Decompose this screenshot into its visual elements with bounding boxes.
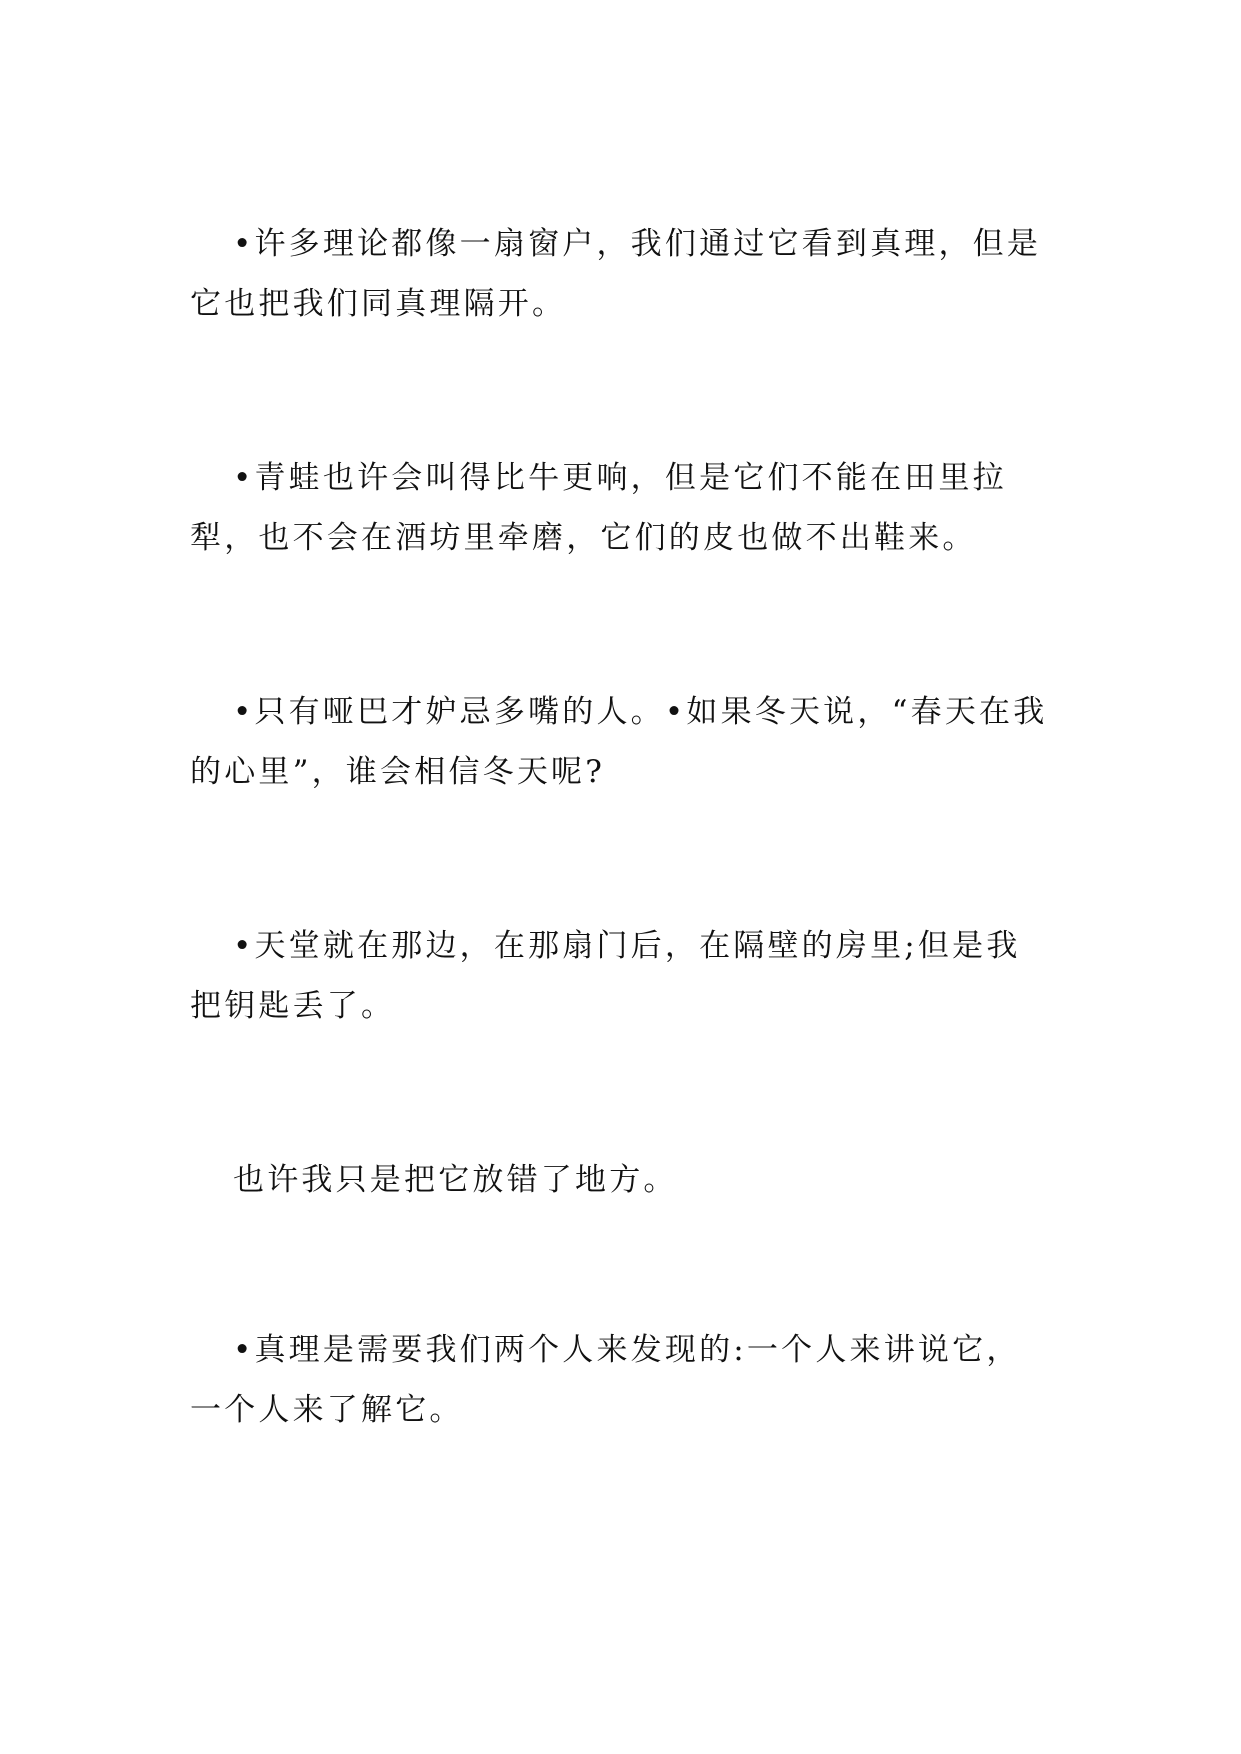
paragraph-frog-ox: •青蛙也许会叫得比牛更响，但是它们不能在田里拉犁，也不会在酒坊里牵磨，它们的皮也做不出鞋来。 (190, 460, 1007, 556)
paragraph-misplaced: 也许我只是把它放错了地方。 (233, 1162, 678, 1198)
paragraph-truth-two-people: •真理是需要我们两个人来发现的:一个人来讲说它，一个人来了解它。 (190, 1332, 1021, 1428)
paragraph-mute-winter: •只有哑巴才妒忌多嘴的人。•如果冬天说，“春天在我的心里”，谁会相信冬天呢? (190, 694, 1048, 790)
paragraph-window-theory: •许多理论都像一扇窗户，我们通过它看到真理，但是它也把我们同真理隔开。 (190, 226, 1042, 322)
paragraph-heaven-key: •天堂就在那边，在那扇门后，在隔壁的房里;但是我把钥匙丢了。 (190, 928, 1021, 1024)
